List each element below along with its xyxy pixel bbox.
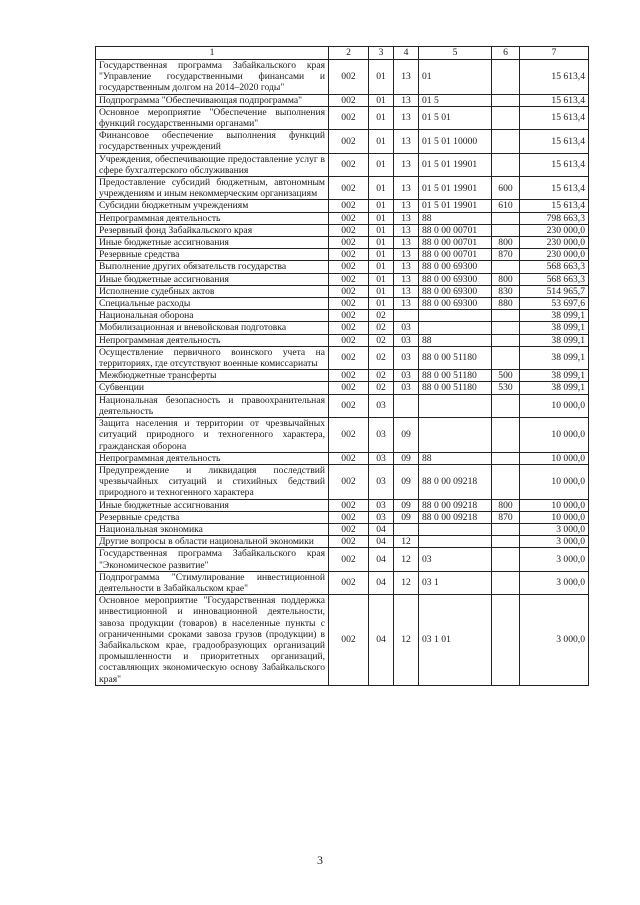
cell-subsection-code: 13 — [394, 273, 419, 285]
cell-section-code: 03 — [369, 499, 394, 511]
cell-subsection-code: 12 — [394, 536, 419, 548]
header-col-3: 3 — [369, 47, 394, 60]
cell-target-item-code: 88 0 00 51180 — [419, 382, 492, 394]
cell-target-item-code: 88 0 00 69300 — [419, 261, 492, 273]
cell-expense-type-code — [492, 595, 520, 686]
cell-name: Государственная программа Забайкальского края "Экономическое развитие" — [96, 548, 329, 571]
cell-name: Предупреждение и ликвидация последствий чрезвычайных ситуаций и стихийных бедствий природного и техногенного характера — [96, 464, 329, 499]
table-row — [96, 106, 589, 129]
cell-name: Другие вопросы в области национальной экономики — [96, 536, 329, 548]
cell-target-item-code: 01 5 01 19901 — [419, 200, 492, 212]
cell-name: Подпрограмма "Стимулирование инвестиционной деятельности в Забайкальском крае" — [96, 571, 329, 594]
cell-section-code: 01 — [369, 273, 394, 285]
cell-section-code: 02 — [369, 370, 394, 382]
table-row — [96, 322, 589, 334]
cell-name: Резервные средства — [96, 249, 329, 261]
cell-name: Основное мероприятие "Обеспечение выполнения функций государственными органами" — [96, 106, 329, 129]
cell-department-code: 002 — [329, 261, 369, 273]
cell-amount: 38 099,1 — [520, 382, 589, 394]
cell-subsection-code: 03 — [394, 322, 419, 334]
cell-amount: 38 099,1 — [520, 310, 589, 322]
cell-name: Осуществление первичного воинского учета на территориях, где отсутствуют военные комиссариаты — [96, 346, 329, 369]
cell-amount: 230 000,0 — [520, 237, 589, 249]
cell-amount: 15 613,4 — [520, 200, 589, 212]
cell-department-code: 002 — [329, 346, 369, 369]
cell-subsection-code: 13 — [394, 153, 419, 176]
table-row — [96, 464, 589, 499]
budget-table — [95, 46, 589, 686]
cell-department-code: 002 — [329, 571, 369, 594]
cell-department-code: 002 — [329, 595, 369, 686]
cell-target-item-code — [419, 310, 492, 322]
cell-name: Межбюджетные трансферты — [96, 370, 329, 382]
cell-section-code: 01 — [369, 261, 394, 273]
cell-amount: 568 663,3 — [520, 273, 589, 285]
cell-amount: 15 613,4 — [520, 153, 589, 176]
cell-name: Мобилизационная и вневойсковая подготовка — [96, 322, 329, 334]
cell-department-code: 002 — [329, 511, 369, 523]
cell-target-item-code: 88 0 00 09218 — [419, 511, 492, 523]
cell-target-item-code: 01 5 01 10000 — [419, 130, 492, 153]
cell-amount: 514 965,7 — [520, 285, 589, 297]
cell-amount: 15 613,4 — [520, 94, 589, 106]
cell-section-code: 01 — [369, 60, 394, 95]
cell-expense-type-code — [492, 60, 520, 95]
cell-expense-type-code: 880 — [492, 298, 520, 310]
cell-target-item-code: 88 0 00 09218 — [419, 464, 492, 499]
table-row — [96, 499, 589, 511]
cell-department-code: 002 — [329, 224, 369, 236]
cell-expense-type-code — [492, 523, 520, 535]
cell-expense-type-code — [492, 334, 520, 346]
cell-name: Иные бюджетные ассигнования — [96, 237, 329, 249]
cell-section-code: 01 — [369, 200, 394, 212]
cell-target-item-code: 88 — [419, 212, 492, 224]
cell-target-item-code: 01 5 01 19901 — [419, 153, 492, 176]
cell-department-code: 002 — [329, 334, 369, 346]
cell-section-code: 01 — [369, 249, 394, 261]
cell-subsection-code: 13 — [394, 237, 419, 249]
table-row — [96, 370, 589, 382]
cell-department-code: 002 — [329, 418, 369, 453]
cell-amount: 15 613,4 — [520, 177, 589, 200]
table-row — [96, 511, 589, 523]
cell-subsection-code: 13 — [394, 261, 419, 273]
cell-expense-type-code — [492, 464, 520, 499]
cell-expense-type-code — [492, 224, 520, 236]
cell-expense-type-code — [492, 394, 520, 417]
cell-section-code: 03 — [369, 394, 394, 417]
cell-subsection-code: 09 — [394, 499, 419, 511]
cell-department-code: 002 — [329, 370, 369, 382]
cell-target-item-code: 88 0 00 09218 — [419, 499, 492, 511]
cell-amount: 3 000,0 — [520, 571, 589, 594]
cell-subsection-code: 09 — [394, 452, 419, 464]
cell-target-item-code — [419, 523, 492, 535]
table-row — [96, 200, 589, 212]
cell-amount: 38 099,1 — [520, 370, 589, 382]
cell-target-item-code: 88 0 00 69300 — [419, 273, 492, 285]
cell-name: Специальные расходы — [96, 298, 329, 310]
cell-target-item-code — [419, 394, 492, 417]
cell-target-item-code: 88 0 00 51180 — [419, 370, 492, 382]
header-col-5: 5 — [419, 47, 492, 60]
cell-amount: 38 099,1 — [520, 346, 589, 369]
cell-department-code: 002 — [329, 130, 369, 153]
table-row — [96, 595, 589, 686]
cell-amount: 10 000,0 — [520, 418, 589, 453]
cell-expense-type-code — [492, 130, 520, 153]
cell-expense-type-code — [492, 452, 520, 464]
cell-department-code: 002 — [329, 273, 369, 285]
cell-subsection-code: 13 — [394, 298, 419, 310]
cell-department-code: 002 — [329, 249, 369, 261]
cell-expense-type-code: 610 — [492, 200, 520, 212]
cell-section-code: 01 — [369, 106, 394, 129]
table-body — [96, 60, 589, 686]
cell-amount: 230 000,0 — [520, 249, 589, 261]
cell-amount: 3 000,0 — [520, 548, 589, 571]
cell-section-code: 01 — [369, 212, 394, 224]
table-row — [96, 261, 589, 273]
cell-expense-type-code: 800 — [492, 273, 520, 285]
cell-subsection-code: 03 — [394, 382, 419, 394]
table-row — [96, 298, 589, 310]
cell-expense-type-code — [492, 94, 520, 106]
cell-name: Национальная оборона — [96, 310, 329, 322]
table-row — [96, 224, 589, 236]
cell-amount: 15 613,4 — [520, 106, 589, 129]
table-row — [96, 394, 589, 417]
table-row — [96, 382, 589, 394]
cell-department-code: 002 — [329, 548, 369, 571]
cell-subsection-code: 09 — [394, 418, 419, 453]
cell-target-item-code: 88 — [419, 334, 492, 346]
table-row — [96, 60, 589, 95]
cell-expense-type-code — [492, 212, 520, 224]
cell-target-item-code — [419, 536, 492, 548]
cell-expense-type-code: 600 — [492, 177, 520, 200]
cell-target-item-code: 88 0 00 69300 — [419, 285, 492, 297]
cell-target-item-code: 88 0 00 51180 — [419, 346, 492, 369]
cell-subsection-code: 03 — [394, 370, 419, 382]
cell-name: Резервные средства — [96, 511, 329, 523]
cell-department-code: 002 — [329, 394, 369, 417]
cell-section-code: 01 — [369, 94, 394, 106]
table-row — [96, 346, 589, 369]
cell-target-item-code — [419, 418, 492, 453]
cell-expense-type-code — [492, 346, 520, 369]
table-row — [96, 273, 589, 285]
table-row — [96, 418, 589, 453]
table-row — [96, 285, 589, 297]
cell-section-code: 04 — [369, 523, 394, 535]
cell-expense-type-code — [492, 310, 520, 322]
cell-target-item-code: 03 — [419, 548, 492, 571]
cell-expense-type-code: 870 — [492, 249, 520, 261]
cell-target-item-code: 01 5 — [419, 94, 492, 106]
cell-expense-type-code — [492, 548, 520, 571]
cell-name: Финансовое обеспечение выполнения функций государственных учреждений — [96, 130, 329, 153]
cell-amount: 798 663,3 — [520, 212, 589, 224]
cell-target-item-code: 01 5 01 19901 — [419, 177, 492, 200]
cell-subsection-code: 13 — [394, 285, 419, 297]
table-row — [96, 310, 589, 322]
cell-subsection-code: 13 — [394, 177, 419, 200]
cell-department-code: 002 — [329, 322, 369, 334]
cell-amount: 10 000,0 — [520, 511, 589, 523]
cell-section-code: 01 — [369, 285, 394, 297]
cell-section-code: 01 — [369, 130, 394, 153]
cell-subsection-code — [394, 523, 419, 535]
cell-subsection-code — [394, 394, 419, 417]
table-header — [96, 47, 589, 60]
cell-department-code: 002 — [329, 499, 369, 511]
cell-amount: 3 000,0 — [520, 523, 589, 535]
cell-target-item-code — [419, 322, 492, 334]
cell-subsection-code: 13 — [394, 200, 419, 212]
cell-subsection-code: 13 — [394, 94, 419, 106]
cell-subsection-code: 09 — [394, 464, 419, 499]
cell-department-code: 002 — [329, 536, 369, 548]
cell-expense-type-code: 530 — [492, 382, 520, 394]
cell-subsection-code: 03 — [394, 346, 419, 369]
cell-amount: 230 000,0 — [520, 224, 589, 236]
header-col-1: 1 — [96, 47, 329, 60]
cell-section-code: 02 — [369, 322, 394, 334]
cell-expense-type-code — [492, 322, 520, 334]
cell-expense-type-code — [492, 418, 520, 453]
cell-name: Государственная программа Забайкальского края "Управление государственными финансами и государственным долгом на 2014–2020 годы" — [96, 60, 329, 95]
cell-name: Выполнение других обязательств государства — [96, 261, 329, 273]
cell-name: Резервный фонд Забайкальского края — [96, 224, 329, 236]
table-row — [96, 212, 589, 224]
table-row — [96, 548, 589, 571]
cell-expense-type-code — [492, 106, 520, 129]
table-row — [96, 177, 589, 200]
cell-expense-type-code: 800 — [492, 237, 520, 249]
cell-amount: 38 099,1 — [520, 322, 589, 334]
header-col-4: 4 — [394, 47, 419, 60]
page-number: 3 — [317, 853, 323, 867]
cell-section-code: 03 — [369, 452, 394, 464]
cell-expense-type-code — [492, 536, 520, 548]
cell-section-code: 02 — [369, 334, 394, 346]
cell-section-code: 02 — [369, 382, 394, 394]
cell-expense-type-code — [492, 261, 520, 273]
cell-target-item-code: 88 0 00 00701 — [419, 237, 492, 249]
cell-name: Субвенции — [96, 382, 329, 394]
cell-section-code: 03 — [369, 464, 394, 499]
cell-subsection-code: 12 — [394, 595, 419, 686]
cell-target-item-code: 88 — [419, 452, 492, 464]
cell-name: Непрограммная деятельность — [96, 334, 329, 346]
table-row — [96, 571, 589, 594]
cell-section-code: 01 — [369, 153, 394, 176]
cell-amount: 10 000,0 — [520, 452, 589, 464]
header-col-7: 7 — [520, 47, 589, 60]
cell-subsection-code: 12 — [394, 548, 419, 571]
cell-expense-type-code: 800 — [492, 499, 520, 511]
cell-expense-type-code: 830 — [492, 285, 520, 297]
cell-department-code: 002 — [329, 523, 369, 535]
cell-name: Защита населения и территории от чрезвычайных ситуаций природного и техногенного характера, гражданская оборона — [96, 418, 329, 453]
cell-amount: 10 000,0 — [520, 499, 589, 511]
cell-amount: 53 697,6 — [520, 298, 589, 310]
cell-amount: 10 000,0 — [520, 464, 589, 499]
cell-amount: 10 000,0 — [520, 394, 589, 417]
cell-section-code: 03 — [369, 511, 394, 523]
cell-name: Предоставление субсидий бюджетным, автономным учреждениям и иным некоммерческим организациям — [96, 177, 329, 200]
cell-target-item-code: 88 0 00 00701 — [419, 249, 492, 261]
cell-subsection-code: 12 — [394, 571, 419, 594]
cell-department-code: 002 — [329, 94, 369, 106]
table-row — [96, 130, 589, 153]
cell-name: Иные бюджетные ассигнования — [96, 273, 329, 285]
cell-department-code: 002 — [329, 200, 369, 212]
cell-expense-type-code — [492, 153, 520, 176]
header-row — [96, 47, 589, 60]
cell-department-code: 002 — [329, 310, 369, 322]
cell-subsection-code: 13 — [394, 249, 419, 261]
table-row — [96, 94, 589, 106]
cell-section-code: 01 — [369, 237, 394, 249]
cell-amount: 3 000,0 — [520, 536, 589, 548]
cell-expense-type-code — [492, 571, 520, 594]
table-row — [96, 249, 589, 261]
cell-department-code: 002 — [329, 237, 369, 249]
cell-department-code: 002 — [329, 464, 369, 499]
cell-name: Непрограммная деятельность — [96, 212, 329, 224]
header-col-2: 2 — [329, 47, 369, 60]
cell-subsection-code: 13 — [394, 130, 419, 153]
cell-target-item-code: 88 0 00 00701 — [419, 224, 492, 236]
cell-target-item-code: 03 1 — [419, 571, 492, 594]
cell-expense-type-code: 870 — [492, 511, 520, 523]
cell-section-code: 01 — [369, 298, 394, 310]
cell-subsection-code: 13 — [394, 60, 419, 95]
table-row — [96, 452, 589, 464]
cell-name: Национальная безопасность и правоохранительная деятельность — [96, 394, 329, 417]
cell-section-code: 03 — [369, 418, 394, 453]
cell-section-code: 02 — [369, 346, 394, 369]
cell-target-item-code: 03 1 01 — [419, 595, 492, 686]
cell-name: Субсидии бюджетным учреждениям — [96, 200, 329, 212]
cell-target-item-code: 88 0 00 69300 — [419, 298, 492, 310]
cell-amount: 15 613,4 — [520, 60, 589, 95]
cell-target-item-code: 01 5 01 — [419, 106, 492, 129]
cell-section-code: 02 — [369, 310, 394, 322]
cell-subsection-code — [394, 310, 419, 322]
table-row — [96, 523, 589, 535]
cell-name: Непрограммная деятельность — [96, 452, 329, 464]
cell-name: Исполнение судебных актов — [96, 285, 329, 297]
cell-expense-type-code: 500 — [492, 370, 520, 382]
cell-department-code: 002 — [329, 452, 369, 464]
cell-name: Иные бюджетные ассигнования — [96, 499, 329, 511]
cell-name: Национальная экономика — [96, 523, 329, 535]
header-col-6: 6 — [492, 47, 520, 60]
cell-amount: 568 663,3 — [520, 261, 589, 273]
cell-section-code: 04 — [369, 595, 394, 686]
table-row — [96, 153, 589, 176]
cell-department-code: 002 — [329, 298, 369, 310]
cell-subsection-code: 03 — [394, 334, 419, 346]
cell-department-code: 002 — [329, 382, 369, 394]
cell-amount: 15 613,4 — [520, 130, 589, 153]
cell-department-code: 002 — [329, 285, 369, 297]
cell-subsection-code: 13 — [394, 106, 419, 129]
cell-name: Подпрограмма "Обеспечивающая подпрограмма" — [96, 94, 329, 106]
cell-section-code: 01 — [369, 177, 394, 200]
cell-section-code: 04 — [369, 571, 394, 594]
cell-subsection-code: 09 — [394, 511, 419, 523]
cell-subsection-code: 13 — [394, 212, 419, 224]
cell-amount: 3 000,0 — [520, 595, 589, 686]
table-row — [96, 237, 589, 249]
table-row — [96, 334, 589, 346]
cell-subsection-code: 13 — [394, 224, 419, 236]
table-row — [96, 536, 589, 548]
cell-target-item-code: 01 — [419, 60, 492, 95]
cell-name: Основное мероприятие "Государственная поддержка инвестиционной и инновационной деятельности, завоза продукции (товаров) в населенные пункты с ограниченными сроками завоза грузов (продукции) в Забайкальском крае, градообразующих организаций промышленности и приоритетных организаций, составляющих экономическую основу Забайкальского края" — [96, 595, 329, 686]
cell-amount: 38 099,1 — [520, 334, 589, 346]
cell-section-code: 01 — [369, 224, 394, 236]
cell-name: Учреждения, обеспечивающие предоставление услуг в сфере бухгалтерского обслуживания — [96, 153, 329, 176]
cell-department-code: 002 — [329, 212, 369, 224]
cell-department-code: 002 — [329, 153, 369, 176]
cell-department-code: 002 — [329, 106, 369, 129]
cell-department-code: 002 — [329, 177, 369, 200]
cell-section-code: 04 — [369, 536, 394, 548]
cell-department-code: 002 — [329, 60, 369, 95]
cell-section-code: 04 — [369, 548, 394, 571]
